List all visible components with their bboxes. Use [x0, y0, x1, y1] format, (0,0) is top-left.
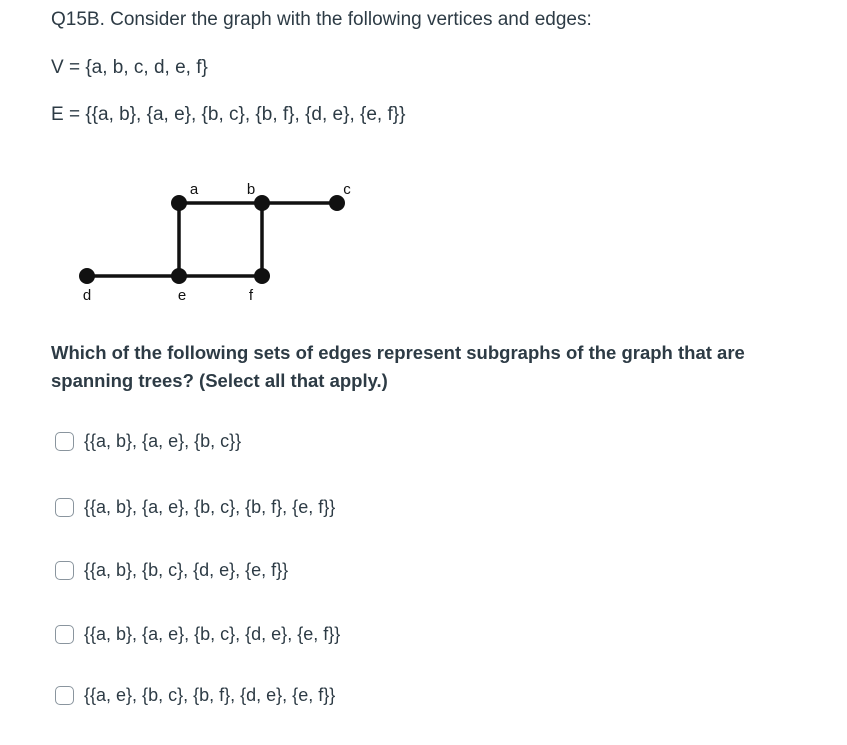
graph-edges [87, 203, 337, 276]
vertex-e [171, 268, 187, 284]
vertex-label-d: d [82, 287, 92, 304]
option-4-label: {{a, b}, {a, e}, {b, c}, {d, e}, {e, f}} [84, 624, 341, 644]
vertex-d [79, 268, 95, 284]
option-3-label: {{a, b}, {b, c}, {d, e}, {e, f}} [84, 560, 289, 580]
option-4[interactable] [55, 624, 340, 645]
option-5[interactable] [55, 685, 335, 706]
option-1[interactable] [55, 431, 241, 452]
option-4-checkbox[interactable] [55, 625, 74, 644]
graph-vertices [79, 195, 345, 284]
vertex-label-a: a [189, 181, 199, 198]
option-1-checkbox[interactable] [55, 432, 74, 451]
graph-diagram [0, 0, 847, 320]
option-5-checkbox[interactable] [55, 686, 74, 705]
option-3-checkbox[interactable] [55, 561, 74, 580]
edge-set: E = {{a, b}, {a, e}, {b, c}, {b, f}, {d, e}, {e, f}} [51, 104, 406, 125]
option-1-label: {{a, b}, {a, e}, {b, c}} [84, 431, 242, 451]
vertex-label-e: e [177, 287, 187, 304]
vertex-label-f: f [248, 287, 254, 304]
vertex-label-c: c [343, 181, 351, 198]
vertex-a [171, 195, 187, 211]
question-title: Q15B. Consider the graph with the following vertices and edges: [51, 9, 592, 30]
question-prompt: Which of the following sets of edges represent subgraphs of the graph that are spanning trees? (Select all that apply.) [51, 342, 745, 391]
vertex-set: V = {a, b, c, d, e, f} [51, 57, 208, 78]
option-2[interactable] [55, 497, 335, 518]
option-3[interactable] [55, 560, 288, 581]
option-2-checkbox[interactable] [55, 498, 74, 517]
option-2-label: {{a, b}, {a, e}, {b, c}, {b, f}, {e, f}} [84, 497, 336, 517]
vertex-b [254, 195, 270, 211]
vertex-f [254, 268, 270, 284]
vertex-label-b: b [246, 181, 256, 198]
option-5-label: {{a, e}, {b, c}, {b, f}, {d, e}, {e, f}} [84, 685, 336, 705]
